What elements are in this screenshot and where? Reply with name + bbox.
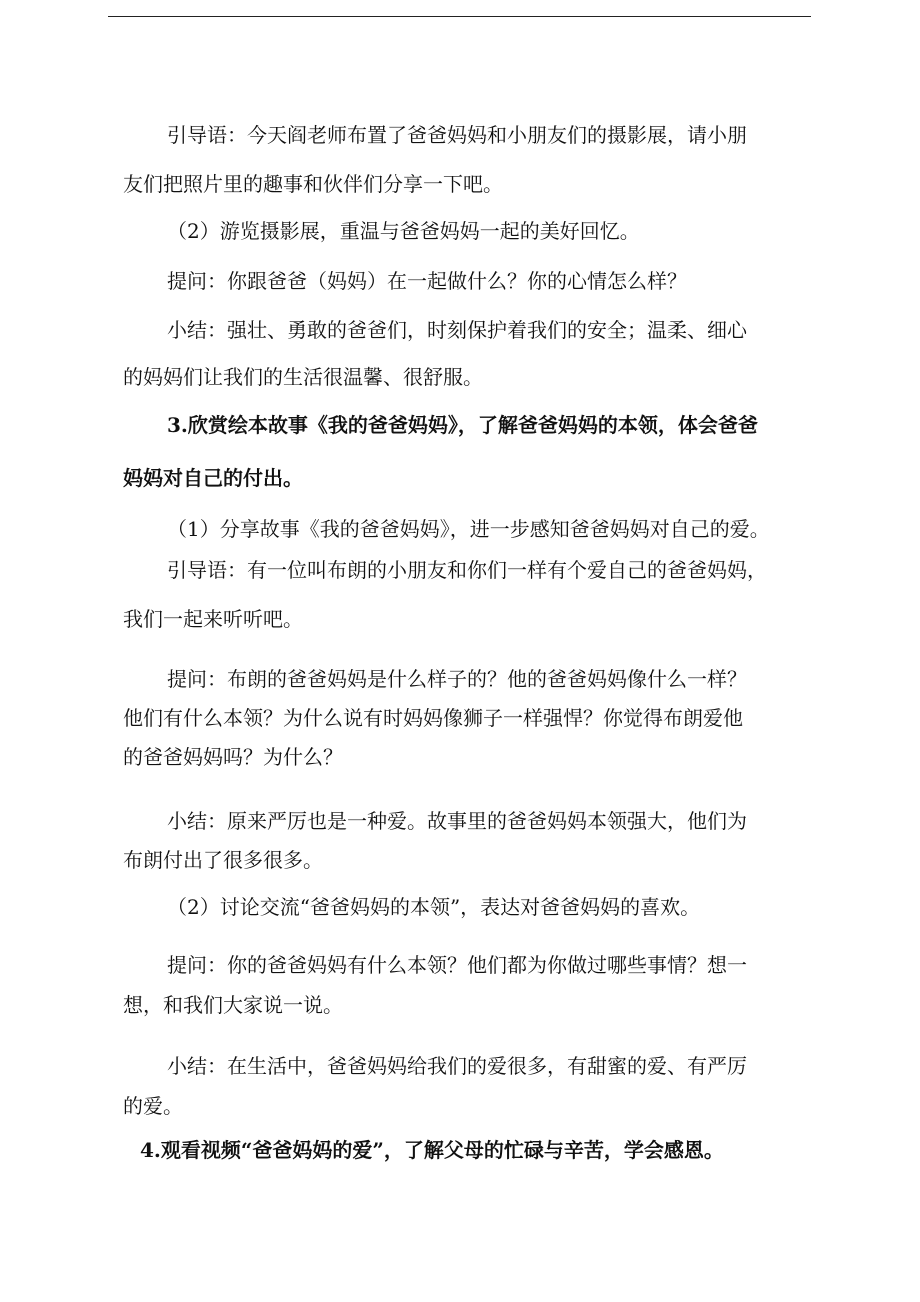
text-line: 引导语：今天阎老师布置了爸爸妈妈和小朋友们的摄影展，请小朋 [167,123,747,147]
text-line: 布朗付出了很多很多。 [123,848,323,872]
text-line: 妈妈对自己的付出。 [123,466,303,490]
paragraph-step-1: （1）分享故事《我的爸爸妈妈》，进一步感知爸爸妈妈对自己的爱。 [167,517,770,541]
text-line: 的妈妈们让我们的生活很温馨、很舒服。 [123,365,483,389]
text-line: 4.观看视频“爸爸妈妈的爱”，了解父母的忙碌与辛苦，学会感恩。 [140,1138,724,1162]
paragraph-intro-1 [123,125,795,194]
paragraph-step-2: （2）游览摄影展，重温与爸爸妈妈一起的美好回忆。 [167,219,640,243]
paragraph-step-2b: （2）讨论交流“爸爸妈妈的本领”，表达对爸爸妈妈的喜欢。 [167,895,701,919]
paragraph-question-1: 提问：你跟爸爸（妈妈）在一起做什么？你的心情怎么样？ [167,269,687,293]
paragraph-question-3 [123,955,795,1015]
text-line: 友们把照片里的趣事和伙伴们分享一下吧。 [123,172,503,196]
text-line: 提问：你的爸爸妈妈有什么本领？他们都为你做过哪些事情？想一 [167,953,747,977]
text-line: 小结：在生活中，爸爸妈妈给我们的爱很多，有甜蜜的爱、有严厉 [167,1054,747,1078]
text-line: 小结：强壮、勇敢的爸爸们，时刻保护着我们的安全；温柔、细心 [167,318,747,342]
text-line: 小结：原来严厉也是一种爱。故事里的爸爸妈妈本领强大，他们为 [167,809,747,833]
paragraph-question-2 [123,669,795,767]
text-line: 引导语：有一位叫布朗的小朋友和你们一样有个爱自己的爸爸妈妈， [167,558,767,582]
text-line: 的爸爸妈妈吗？为什么？ [123,745,343,769]
paragraph-summary-1 [123,320,795,387]
text-line: 的爱。 [123,1094,183,1118]
paragraph-intro-2 [123,560,795,629]
text-line: 想，和我们大家说一说。 [123,993,343,1017]
text-line: 我们一起来听听吧。 [123,607,303,631]
section-heading-4 [140,1140,800,1160]
paragraph-summary-2 [123,811,795,870]
section-heading-3 [123,415,795,488]
paragraph-summary-3 [123,1056,795,1116]
text-line: 提问：布朗的爸爸妈妈是什么样子的？他的爸爸妈妈像什么一样？ [167,667,747,691]
text-line: 3.欣赏绘本故事《我的爸爸妈妈》，了解爸爸妈妈的本领，体会爸爸 [167,413,758,437]
text-line: 他们有什么本领？为什么说有时妈妈像狮子一样强悍？你觉得布朗爱他 [123,706,743,730]
header-rule [108,16,811,17]
